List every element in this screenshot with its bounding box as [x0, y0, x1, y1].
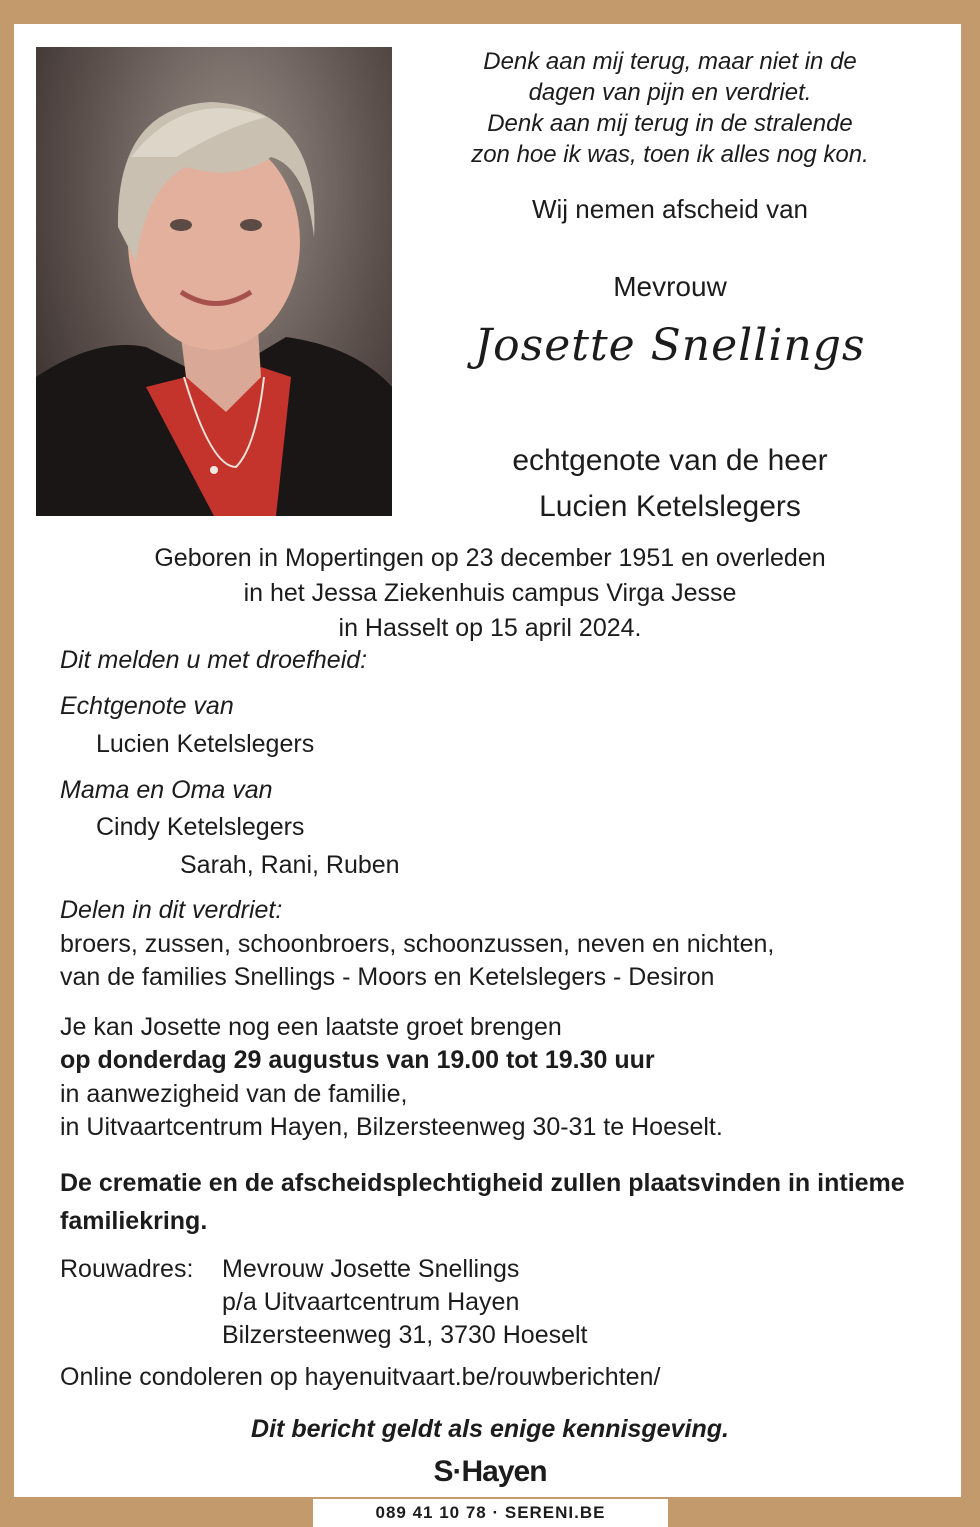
cremation-notice: De crematie en de afscheidsplechtigheid zullen plaatsvinden in intieme familiekring. [60, 1169, 905, 1235]
poem-line: Denk aan mij terug in de stralende [487, 110, 853, 137]
spouse-name: Lucien Ketelslegers [539, 490, 801, 523]
spouse-family-name: Lucien Ketelslegers [96, 730, 315, 758]
announce-text: Dit melden u met droefheid: [60, 646, 368, 674]
born-line: Geboren in Mopertingen op 23 december 1951 en overleden [154, 544, 826, 572]
address-line: Mevrouw Josette Snellings [222, 1255, 520, 1283]
born-line: in het Jessa Ziekenhuis campus Virga Jesse [243, 579, 737, 607]
visit-line: in aanwezigheid van de familie, [60, 1080, 408, 1108]
hayen-logo: S·Hayen [433, 1455, 547, 1488]
birth-death-info [40, 541, 940, 646]
share-heading: Delen in dit verdriet: [60, 896, 283, 924]
portrait-photo [36, 47, 392, 516]
poem-line: zon hoe ik was, toen ik alles nog kon. [471, 141, 869, 168]
visit-location: in Uitvaartcentrum Hayen, Bilzersteenweg 30-31 te Hoeselt. [60, 1113, 723, 1141]
share-line: van de families Snellings - Moors en Ketelslegers - Desiron [60, 963, 715, 991]
poem-line: Denk aan mij terug, maar niet in de [483, 48, 857, 75]
online-condolence-link[interactable]: Online condoleren op hayenuitvaart.be/rouwberichten/ [60, 1363, 661, 1391]
deceased-name: Josette Snellings [474, 320, 866, 371]
notice-text: Dit bericht geldt als enige kennisgeving. [251, 1415, 729, 1443]
spouse-line: echtgenote van de heer [512, 444, 828, 477]
grandchildren-names: Sarah, Rani, Ruben [180, 851, 400, 879]
spouse-info [420, 438, 920, 530]
child-name: Cindy Ketelslegers [96, 813, 305, 841]
children-heading: Mama en Oma van [60, 776, 273, 804]
address-line: p/a Uitvaartcentrum Hayen [222, 1288, 520, 1316]
visit-line: Je kan Josette nog een laatste groet brengen [60, 1013, 562, 1041]
spouse-heading: Echtgenote van [60, 692, 234, 720]
poem-line: dagen van pijn en verdriet. [528, 79, 812, 106]
address-label: Rouwadres: [60, 1255, 194, 1283]
born-line: in Hasselt op 15 april 2024. [338, 614, 642, 642]
honorific: Mevrouw [613, 271, 727, 302]
address-line: Bilzersteenweg 31, 3730 Hoeselt [222, 1321, 588, 1349]
portrait-illustration [36, 47, 392, 516]
share-line: broers, zussen, schoonbroers, schoonzussen, neven en nichten, [60, 930, 775, 958]
visit-datetime: op donderdag 29 augustus van 19.00 tot 19.30 uur [60, 1046, 655, 1074]
contact-info: 089 41 10 78 · SERENI.BE [313, 1499, 668, 1527]
farewell-text: Wij nemen afscheid van [531, 194, 809, 224]
poem [420, 46, 920, 170]
